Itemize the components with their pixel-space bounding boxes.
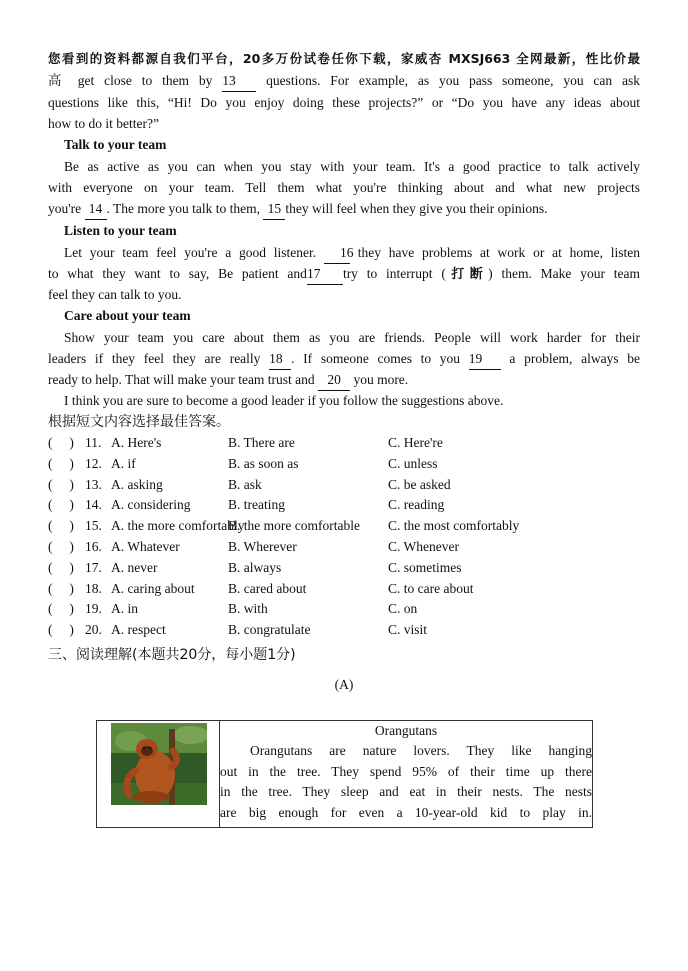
p4-line4: I think you are sure to become a good leader if you follow the suggestions above. [64,393,504,408]
option-c: C. the most comfortably [388,518,520,534]
option-b: B. ask [228,476,262,492]
answer-paren[interactable]: ( ) [48,435,74,450]
banner-text: 您看到的资料都源自我们平台，20多万份试卷任你下载，家威杏 MXSJ663 全网最新，性比价最 [48,51,640,66]
p1-text-b: questions. For example, as you pass someone, you can ask [266,73,640,88]
p4-text-e: you more. [353,372,409,387]
p2-text-a: you're [48,201,82,216]
question-number: 13. [85,476,102,492]
blank-16: 16 [324,242,350,264]
question-row [48,620,640,640]
blank-19: 19 [469,348,501,370]
question-number: 15. [85,518,102,534]
orangutan-table [96,720,593,828]
answer-paren[interactable]: ( ) [48,518,74,534]
image-cell [97,721,220,828]
heading-listen: Listen to your team [64,223,177,238]
option-c: C. Whenever [388,539,459,554]
option-b: B. Wherever [228,539,297,554]
question-row [48,599,640,619]
option-b: B. There are [228,435,295,450]
option-a: A. Whatever [111,539,180,554]
p4-text-d: ready to help. That will make your team trust and [48,372,315,387]
p4-text-a: leaders if they feel they are really [48,351,261,366]
option-b: B. with [228,601,268,617]
p3-text-e: ) them. Make your team [488,266,640,281]
blank-17: 17 [307,263,343,285]
p3-line2 [48,263,640,285]
p2-line1: Be as active as you can when you stay with your team. It's a good practice to talk actively [64,159,640,174]
option-c: C. be asked [388,476,451,492]
option-a: A. if [111,455,136,471]
p4-line3 [48,369,640,391]
text-cell [220,721,593,828]
blank-20: 20 [318,369,350,391]
blank-14: 14 [85,198,107,220]
p2-line3 [48,198,640,220]
p3-line1 [48,242,640,264]
option-b: B. the more comfortable [228,518,360,534]
box-line2: out in the tree. They spend 95% of their time up there [220,763,592,779]
question-row [48,475,640,495]
question-number: 12. [85,455,102,471]
box-title: Orangutans [374,723,438,738]
p1-line1 [48,70,640,92]
question-row [48,516,640,536]
p3-text-d: try to interrupt ( [342,266,446,281]
box-line1: Orangutans are nature lovers. They like hanging [250,743,592,758]
question-row [48,579,640,599]
blank-18: 18 [269,348,291,370]
answer-paren[interactable]: ( ) [48,476,74,492]
p1-text-a: 高 get close to them by [48,73,213,88]
option-b: B. as soon as [228,455,299,471]
option-a: A. asking [111,476,163,492]
part-a-label: (A) [334,677,354,692]
p3-text-cn: 打断 [445,267,489,282]
option-c: C. Here're [388,435,443,450]
question-row [48,558,640,578]
blank-13: 13 [222,70,256,92]
question-number: 16. [85,539,102,554]
option-c: C. unless [388,455,438,471]
orangutan-photo [111,723,207,805]
option-c: C. visit [388,622,428,638]
heading-care: Care about your team [64,308,191,323]
p4-text-b: . If someone comes to you [291,351,461,366]
question-number: 11. [85,435,102,450]
p3-text-a: Let your team feel you're a good listener. [64,245,317,260]
instruction-text: 根据短文内容选择最佳答案。 [48,414,230,430]
p3-text-b: they have problems at work or at home, listen [357,245,641,260]
p1-line3: how to do it better?” [48,116,159,131]
answer-paren[interactable]: ( ) [48,601,74,617]
box-line3: in the tree. They sleep and eat in their nests. The nests [220,784,592,799]
question-number: 17. [85,559,102,575]
answer-paren[interactable]: ( ) [48,497,74,513]
section-3-title: 三、阅读理解(本题共20分，每小题1分) [48,647,296,663]
option-a: A. Here's [111,435,162,450]
option-c: C. to care about [388,580,474,596]
question-row [48,454,640,474]
option-a: A. the more comfortably [111,518,245,534]
option-b: B. congratulate [228,622,311,638]
p2-text-c: they will feel when they give you their opinions. [285,201,548,216]
option-b: B. treating [228,497,285,513]
option-c: C. reading [388,497,445,513]
question-row [48,495,640,515]
box-line4: are big enough for even a 10-year-old kid to play in. [220,804,592,820]
option-a: A. in [111,601,138,617]
answer-paren[interactable]: ( ) [48,455,74,471]
blank-15: 15 [263,198,285,220]
p2-line2: with everyone on your team. Tell them what you're thinking about and what new projects [48,180,640,195]
option-c: C. on [388,601,418,617]
option-a: A. caring about [111,580,195,596]
question-row [48,433,640,453]
answer-paren[interactable]: ( ) [48,539,74,554]
option-b: B. always [228,559,282,575]
question-number: 14. [85,497,102,513]
p3-line3: feel they can talk to you. [48,287,182,302]
question-number: 20. [85,622,102,638]
question-number: 18. [85,580,102,596]
p4-text-c: a problem, always be [509,351,641,366]
question-number: 19. [85,601,102,617]
p3-text-c: to what they want to say, Be patient and [48,266,307,281]
option-b: B. cared about [228,580,307,596]
heading-talk: Talk to your team [64,137,167,152]
question-row [48,537,640,557]
p1-line2: questions like this, “Hi! Do you enjoy doing these projects?” or “Do you have any ideas about [48,95,640,110]
option-a: A. respect [111,622,166,638]
p2-text-b: . The more you talk to them, [106,201,261,216]
answer-paren[interactable]: ( ) [48,559,74,575]
answer-paren[interactable]: ( ) [48,622,74,638]
option-a: A. considering [111,497,191,513]
answer-paren[interactable]: ( ) [48,580,74,596]
p4-line2 [48,348,640,370]
option-c: C. sometimes [388,559,462,575]
p4-line1: Show your team you care about them as you are friends. People will work harder for their [64,330,640,345]
option-a: A. never [111,559,158,575]
